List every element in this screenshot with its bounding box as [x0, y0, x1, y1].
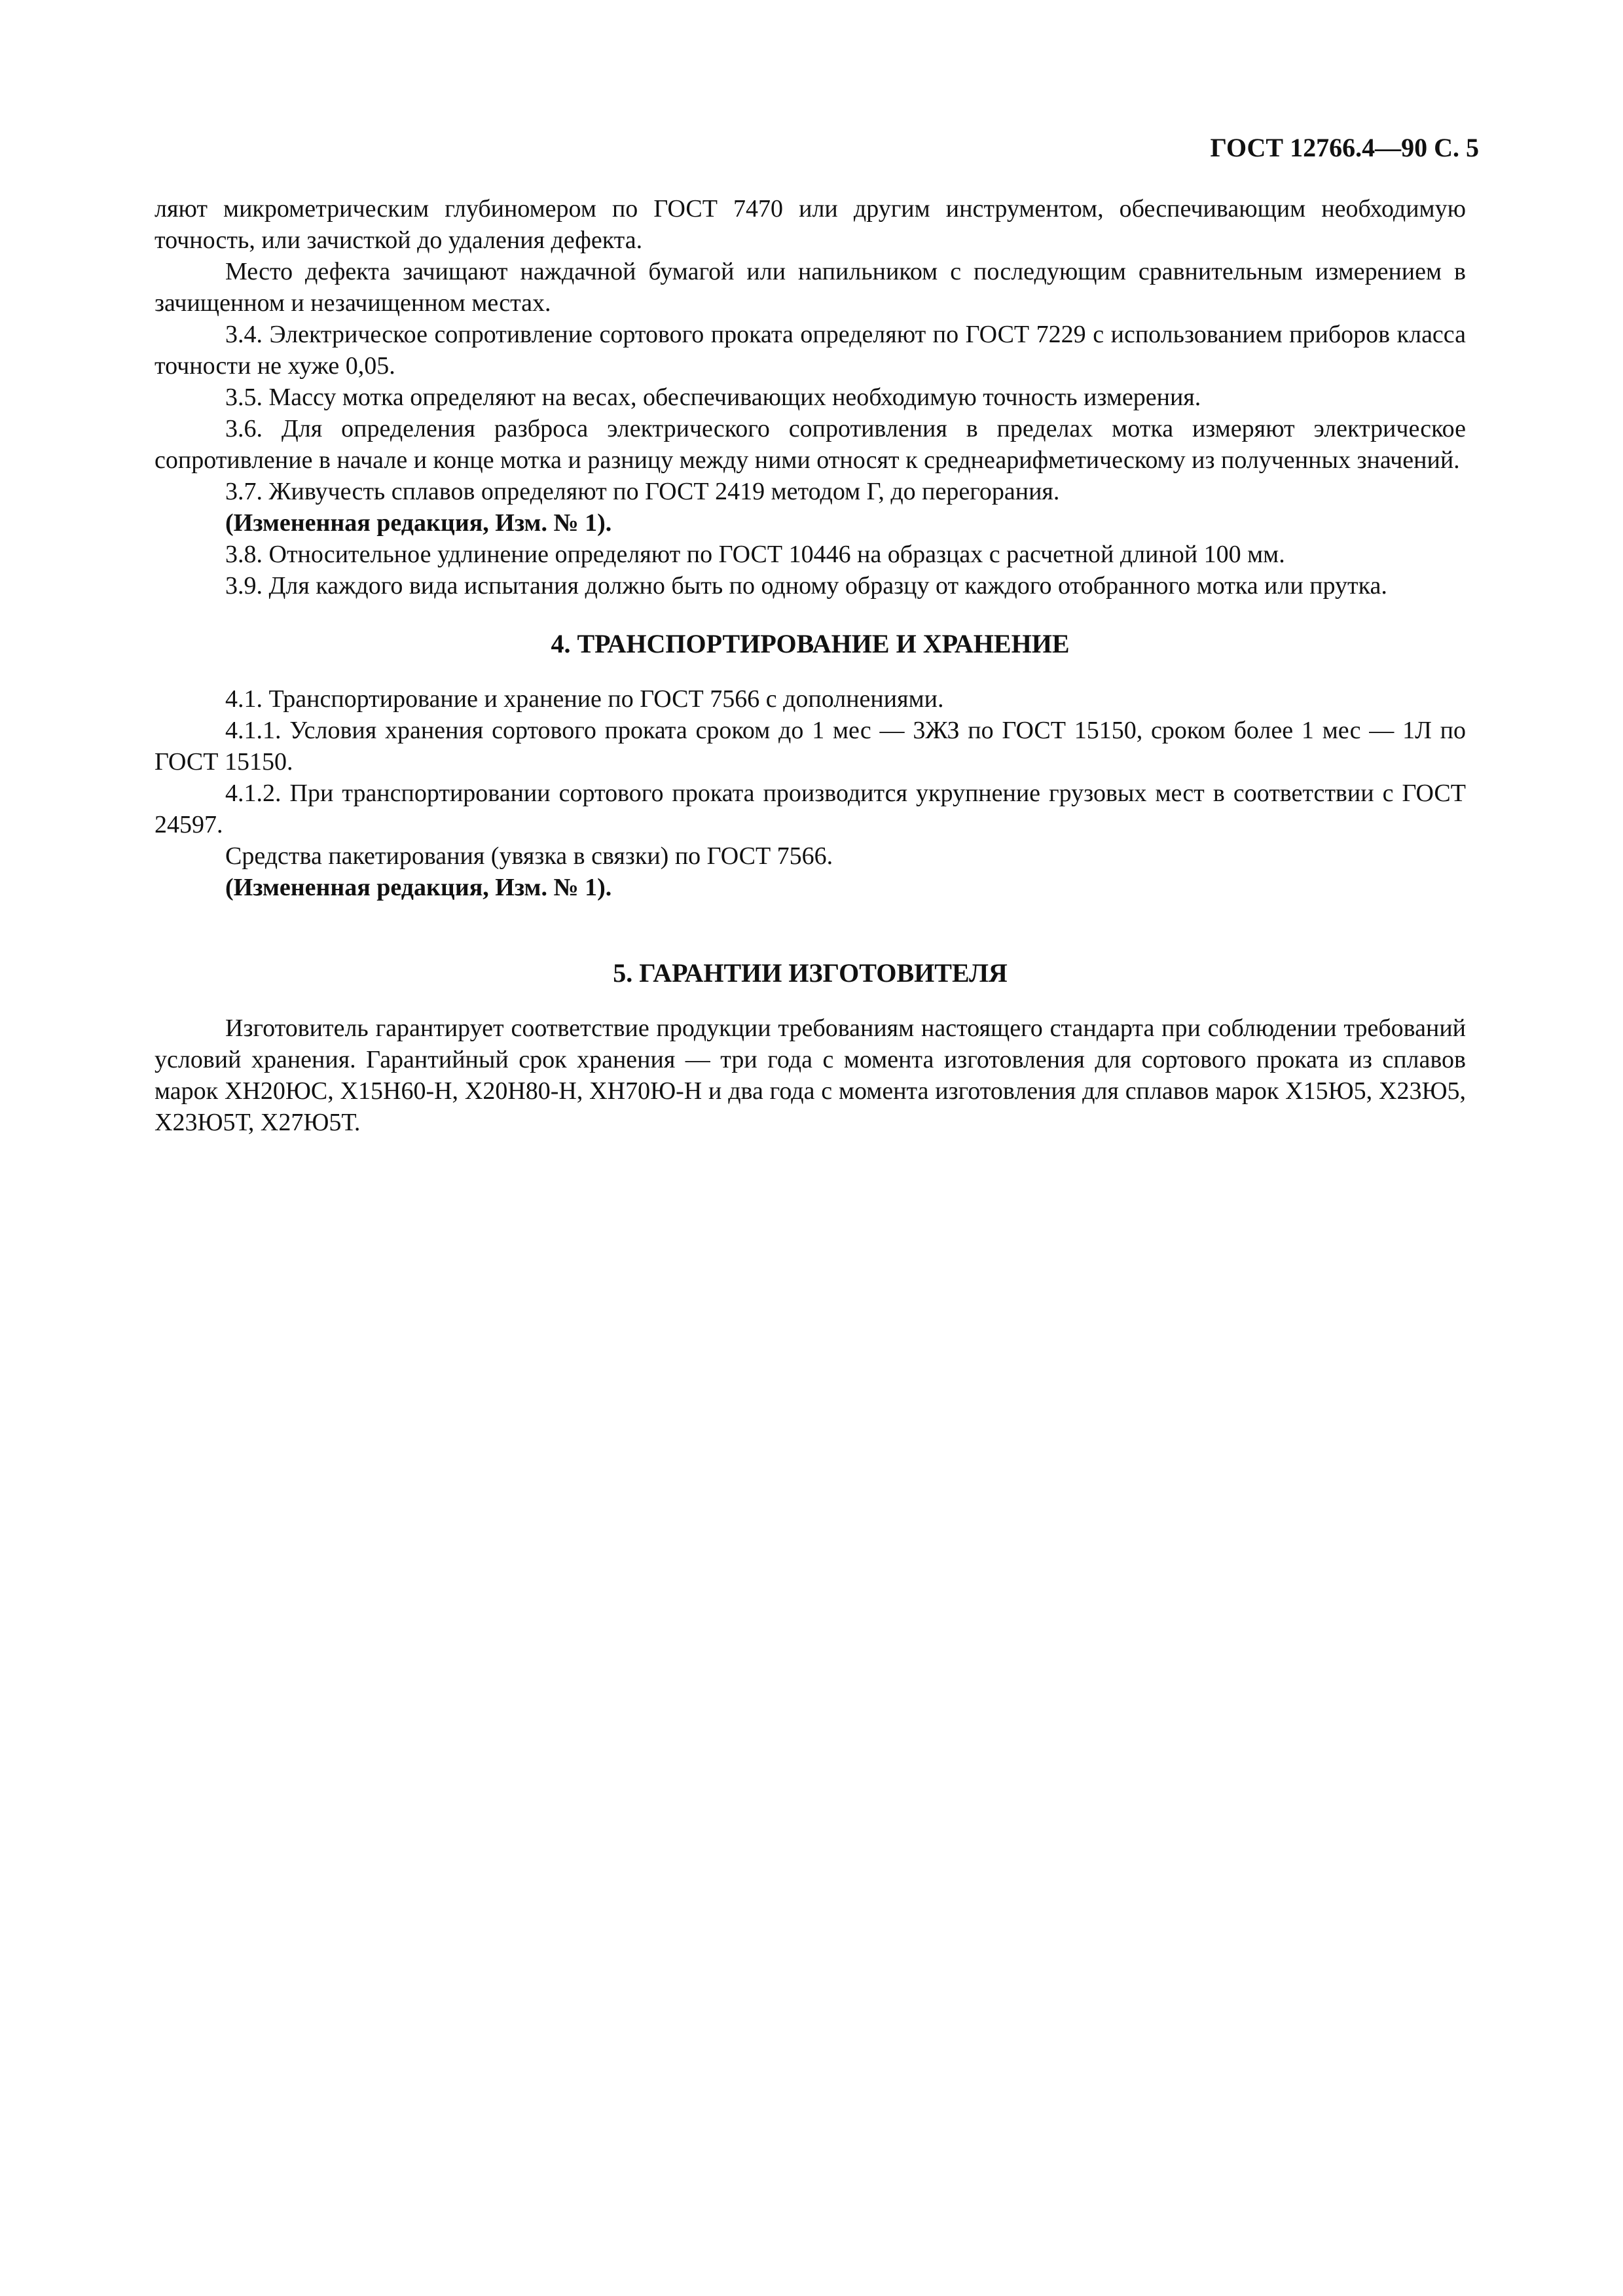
running-header: ГОСТ 12766.4—90 С. 5 [1210, 133, 1479, 162]
clause-4-1: 4.1. Транспортирование и хранение по ГОСТ 7566 с дополнениями. [225, 685, 944, 713]
clause-3-7: 3.7. Живучесть сплавов определяют по ГОСТ 2419 методом Г, до перегорания. [225, 478, 1060, 505]
amendment-note-2: (Измененная редакция, Изм. № 1). [225, 874, 612, 901]
document-body [155, 193, 1466, 1138]
amendment-note-1: (Измененная редакция, Изм. № 1). [225, 509, 612, 537]
paragraph-continuation: ляют микрометрическим глубиномером по ГОСТ 7470 или другим инструментом, обеспечивающим необходимую точность, или зачисткой до удаления дефекта. [155, 195, 1466, 254]
clause-4-1-2: 4.1.2. При транспортировании сортового проката производится укрупнение грузовых мест в соответствии с ГОСТ 24597. [155, 780, 1466, 838]
paragraph-warranty: Изготовитель гарантирует соответствие продукции требованиям настоящего стандарта при соблюдении требований условий хранения. Гарантийный срок хранения — три года с момента изготовления для сортового проката из сплавов марок ХН20ЮС, Х15Н60-Н, Х20Н80-Н, ХН70Ю-Н и два года с момента изготовления для сплавов марок Х15Ю5, Х23Ю5, Х23Ю5Т, Х27Ю5Т. [155, 1014, 1466, 1136]
paragraph-packaging: Средства пакетирования (увязка в связки) по ГОСТ 7566. [225, 842, 833, 870]
clause-3-5: 3.5. Массу мотка определяют на весах, обеспечивающих необходимую точность измерения. [225, 384, 1201, 411]
clause-3-4: 3.4. Электрическое сопротивление сортового проката определяют по ГОСТ 7229 с использованием приборов класса точности не хуже 0,05. [155, 321, 1466, 380]
clause-3-8: 3.8. Относительное удлинение определяют по ГОСТ 10446 на образцах с расчетной длиной 100 мм. [225, 541, 1285, 568]
clause-3-6: 3.6. Для определения разброса электрического сопротивления в пределах мотка измеряют электрическое сопротивление в начале и конце мотка и разницу между ними относят к среднеарифметическому из полученных значений. [155, 415, 1466, 474]
clause-4-1-1: 4.1.1. Условия хранения сортового проката сроком до 1 мес — 3ЖЗ по ГОСТ 15150, сроком более 1 мес — 1Л по ГОСТ 15150. [155, 717, 1466, 776]
clause-3-9: 3.9. Для каждого вида испытания должно быть по одному образцу от каждого отобранного мотка или прутка. [225, 572, 1387, 600]
section-5-heading: 5. ГАРАНТИИ ИЗГОТОВИТЕЛЯ [613, 958, 1008, 988]
paragraph-defect-cleaning: Место дефекта зачищают наждачной бумагой или напильником с последующим сравнительным измерением в зачищенном и незачищенном местах. [155, 258, 1466, 317]
section-4-heading: 4. ТРАНСПОРТИРОВАНИЕ И ХРАНЕНИЕ [551, 629, 1070, 658]
